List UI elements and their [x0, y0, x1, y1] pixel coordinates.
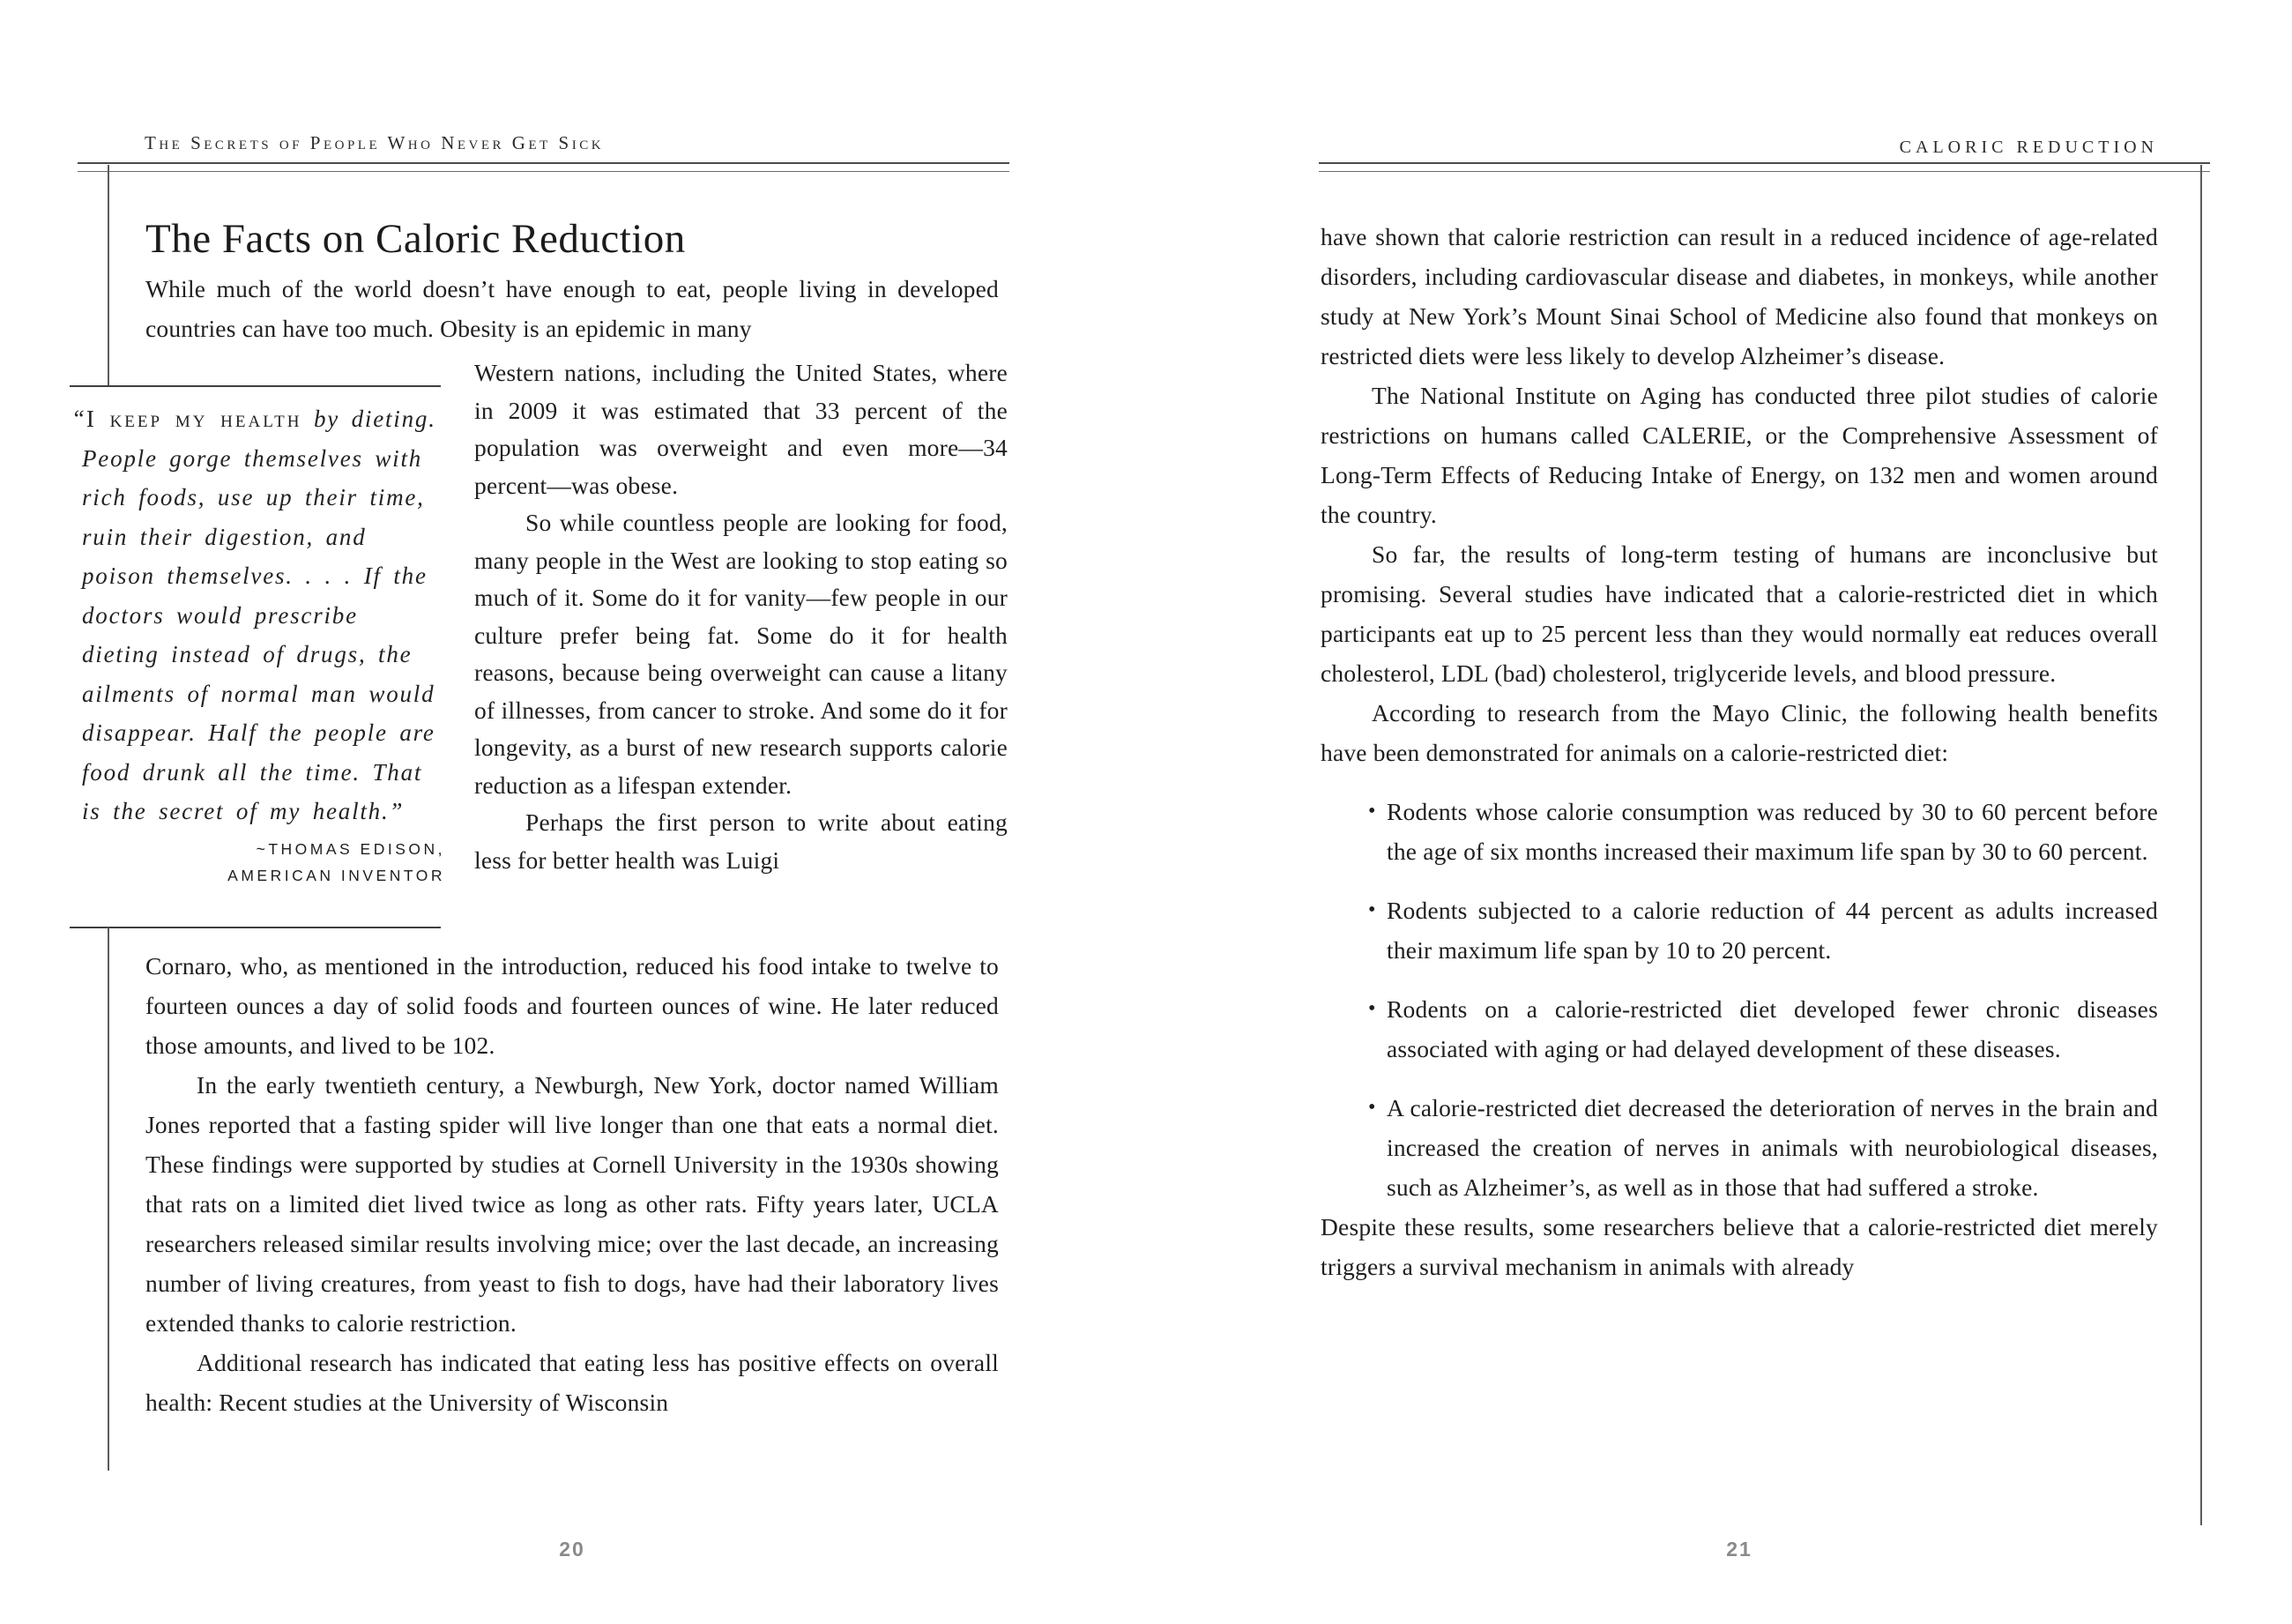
right-page-number: 21 — [1726, 1538, 1752, 1561]
bullet-icon: • — [1368, 800, 1376, 823]
pull-quote-lead: I keep my health — [86, 406, 302, 432]
left-bottom-block — [145, 946, 999, 1422]
pull-quote-top-rule — [70, 385, 441, 387]
bottom-paragraph-3: Additional research has indicated that eating less has positive effects on overall health: Recent studies at the University of Wisconsin — [145, 1349, 999, 1416]
list-item — [1321, 1088, 2158, 1207]
right-paragraph-4: According to research from the Mayo Clinic, the following health benefits have been demonstrated for animals on a calorie-restricted diet: — [1321, 699, 2158, 766]
right-header-rule — [1319, 162, 2210, 172]
benefit-bullet-list — [1321, 792, 2158, 1207]
right-paragraph-2: The National Institute on Aging has conducted three pilot studies of calorie restrictions on humans called CALERIE, or the Comprehensive Assessment of Long-Term Effects of Reducing Intake of Energy, on 132 men and women around the country. — [1321, 382, 2158, 528]
bullet-text-3: Rodents on a calorie-restricted diet developed fewer chronic diseases associated with aging or had delayed development of these diseases. — [1387, 995, 2158, 1062]
intro-paragraph — [145, 269, 999, 348]
left-running-head: The Secrets of People Who Never Get Sick — [145, 132, 605, 153]
bullet-icon: • — [1368, 898, 1376, 921]
right-text-block — [1321, 217, 2158, 1286]
bullet-icon: • — [1368, 1096, 1376, 1119]
wrapped-paragraph-3: Perhaps the first person to write about eating less for better health was Luigi — [474, 808, 1008, 874]
wrapped-paragraph-continuation: Western nations, including the United States, where in 2009 it was estimated that 33 percent of the population was overweight and even more—34 percent—was obese. — [474, 359, 1008, 499]
attribution-line-1: ~THOMAS EDISON, — [256, 840, 445, 858]
pull-quote-body: by dieting. People gorge themselves with rich foods, use up their time, ruin their digestion, and poison themselves. . . . If the doctors would prescribe dieting instead of drugs, the ailments of normal man would disappear. Half the people are food drunk all the time. That is the secret of my health.” — [82, 406, 436, 824]
bullet-text-1: Rodents whose calorie consumption was reduced by 30 to 60 percent before the age of six months increased their maximum life span by 30 to 60 percent. — [1387, 798, 2158, 865]
wrapped-text-column — [474, 354, 1008, 879]
right-margin-rule — [2200, 165, 2202, 1525]
pull-quote-open: “ — [71, 406, 86, 432]
pull-quote-text — [71, 399, 447, 831]
bullet-text-2: Rodents subjected to a calorie reduction of 44 percent as adults increased their maximum life span by 10 to 20 percent. — [1387, 897, 2158, 964]
intro-text: While much of the world doesn’t have enough to eat, people living in developed countries can have too much. Obesity is an epidemic in many — [145, 275, 999, 342]
bullet-icon: • — [1368, 997, 1376, 1020]
attribution-line-2: AMERICAN INVENTOR — [227, 867, 445, 884]
bottom-paragraph-1: Cornaro, who, as mentioned in the introduction, reduced his food intake to twelve to fourteen ounces a day of solid foods and fourteen ounces of wine. He later reduced those amounts, and lived to be 102. — [145, 952, 999, 1059]
list-item — [1321, 792, 2158, 871]
wrapped-paragraph-2: So while countless people are looking for food, many people in the West are looking to stop eating so much of it. Some do it for vanity—few people in our culture prefer being fat. Some do it for health reasons, because being overweight can cause a litany of illnesses, from cancer to stroke. And some do it for longevity, as a burst of new research supports calorie reduction as a lifespan extender. — [474, 509, 1008, 799]
chapter-title: The Facts on Caloric Reduction — [145, 216, 686, 262]
list-item — [1321, 989, 2158, 1069]
right-paragraph-3: So far, the results of long-term testing of humans are inconclusive but promising. Several studies have indicated that a calorie-restricted diet in which participants eat up to 25 percent less than they would normally eat reduces overall cholesterol, LDL (bad) cholesterol, triglyceride levels, and blood pressure. — [1321, 540, 2158, 687]
right-running-head: CALORIC REDUCTION — [1899, 138, 2158, 157]
pull-quote-bottom-rule — [70, 927, 441, 928]
quote-attribution — [82, 836, 445, 889]
pull-quote — [71, 399, 447, 831]
left-margin-rule-bottom — [108, 927, 109, 1471]
left-margin-rule-top — [108, 165, 109, 386]
list-item — [1321, 890, 2158, 970]
bullet-text-4: A calorie-restricted diet decreased the deterioration of nerves in the brain and increased the creation of nerves in animals with neurobiological diseases, such as Alzheimer’s, as well as in those that had suffered a stroke. — [1387, 1094, 2158, 1201]
right-closing-paragraph: Despite these results, some researchers believe that a calorie-restricted diet merely triggers a survival mechanism in animals with already — [1321, 1213, 2158, 1280]
left-page-number: 20 — [559, 1538, 585, 1561]
left-header-rule — [78, 162, 1009, 172]
right-paragraph-1: have shown that calorie restriction can result in a reduced incidence of age-related disorders, including cardiovascular disease and diabetes, in monkeys, while another study at New York’s Mount Sinai School of Medicine also found that monkeys on restricted diets were less likely to develop Alzheimer’s disease. — [1321, 223, 2158, 369]
bottom-paragraph-2: In the early twentieth century, a Newburgh, New York, doctor named William Jones reported that a fasting spider will live longer than one that eats a normal diet. These findings were supported by studies at Cornell University in the 1930s showing that rats on a limited diet lived twice as long as other rats. Fifty years later, UCLA researchers released similar results involving mice; over the last decade, an increasing number of living creatures, from yeast to fish to dogs, have had their laboratory lives extended thanks to calorie restriction. — [145, 1071, 999, 1337]
